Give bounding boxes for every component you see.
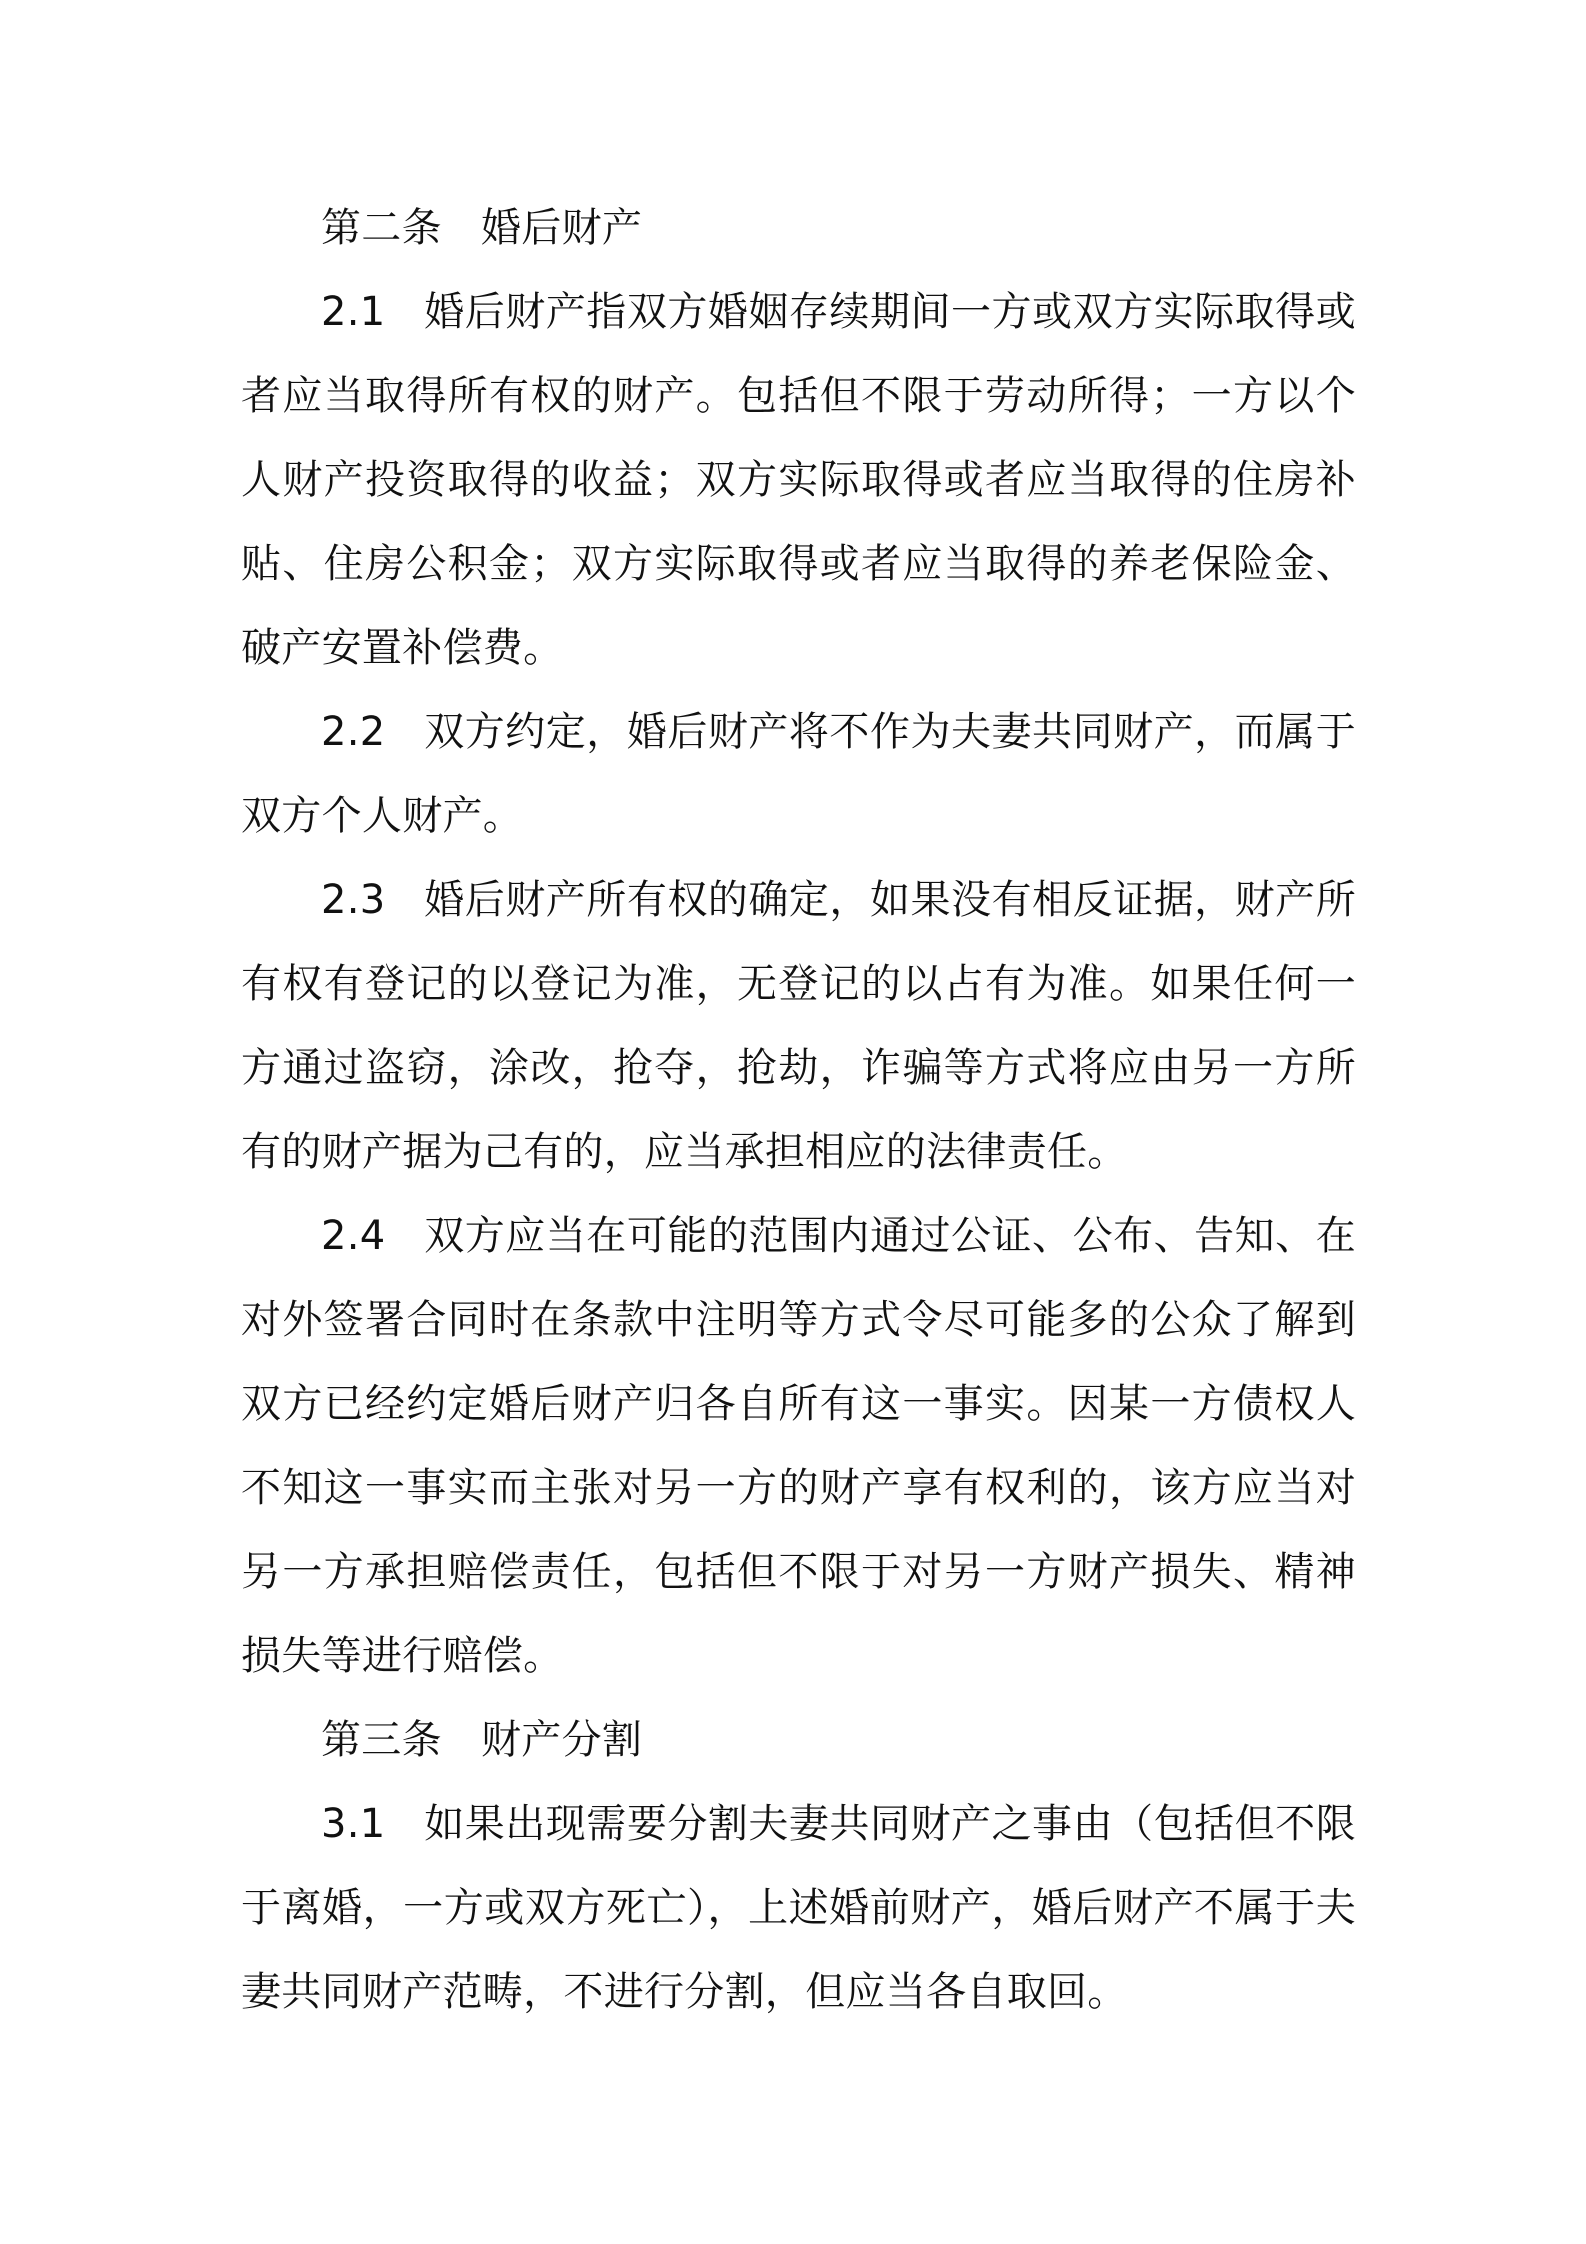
article-heading-3 [241, 1698, 1356, 1782]
clause-2-4 [241, 1194, 1356, 1698]
article-heading-2 [241, 186, 1356, 270]
article-number: 第三条 [321, 1717, 442, 1763]
clause-text: 婚后财产所有权的确定，如果没有相反证据，财产所有权有登记的以登记为准，无登记的以占有为准。如果任何一方通过盗窃，涂改，抢夺，抢劫，诈骗等方式将应由另一方所有的财产据为己有的，应当承担相应的法律责任。 [241, 877, 1356, 1175]
clause-text: 如果出现需要分割夫妻共同财产之事由（包括但不限于离婚，一方或双方死亡），上述婚前财产，婚后财产不属于夫妻共同财产范畴，不进行分割，但应当各自取回。 [241, 1801, 1356, 2015]
article-number: 第二条 [321, 205, 442, 251]
article-title: 财产分割 [481, 1717, 643, 1763]
clause-2-2 [241, 690, 1356, 858]
clause-number: 2.3 [321, 877, 386, 923]
clause-number: 2.2 [321, 709, 386, 755]
clause-number: 2.1 [321, 289, 386, 335]
document-body [241, 186, 1356, 2034]
clause-number: 2.4 [321, 1213, 386, 1259]
clause-2-3 [241, 858, 1356, 1194]
clause-text: 双方约定，婚后财产将不作为夫妻共同财产，而属于双方个人财产。 [241, 709, 1356, 839]
clause-number: 3.1 [321, 1801, 386, 1847]
clause-2-1 [241, 270, 1356, 690]
clause-text: 婚后财产指双方婚姻存续期间一方或双方实际取得或者应当取得所有权的财产。包括但不限于劳动所得；一方以个人财产投资取得的收益；双方实际取得或者应当取得的住房补贴、住房公积金；双方实际取得或者应当取得的养老保险金、破产安置补偿费。 [241, 289, 1356, 671]
article-title: 婚后财产 [481, 205, 643, 251]
clause-3-1 [241, 1782, 1356, 2034]
clause-text: 双方应当在可能的范围内通过公证、公布、告知、在对外签署合同时在条款中注明等方式令尽可能多的公众了解到双方已经约定婚后财产归各自所有这一事实。因某一方债权人不知这一事实而主张对另一方的财产享有权利的，该方应当对另一方承担赔偿责任，包括但不限于对另一方财产损失、精神损失等进行赔偿。 [241, 1213, 1356, 1679]
